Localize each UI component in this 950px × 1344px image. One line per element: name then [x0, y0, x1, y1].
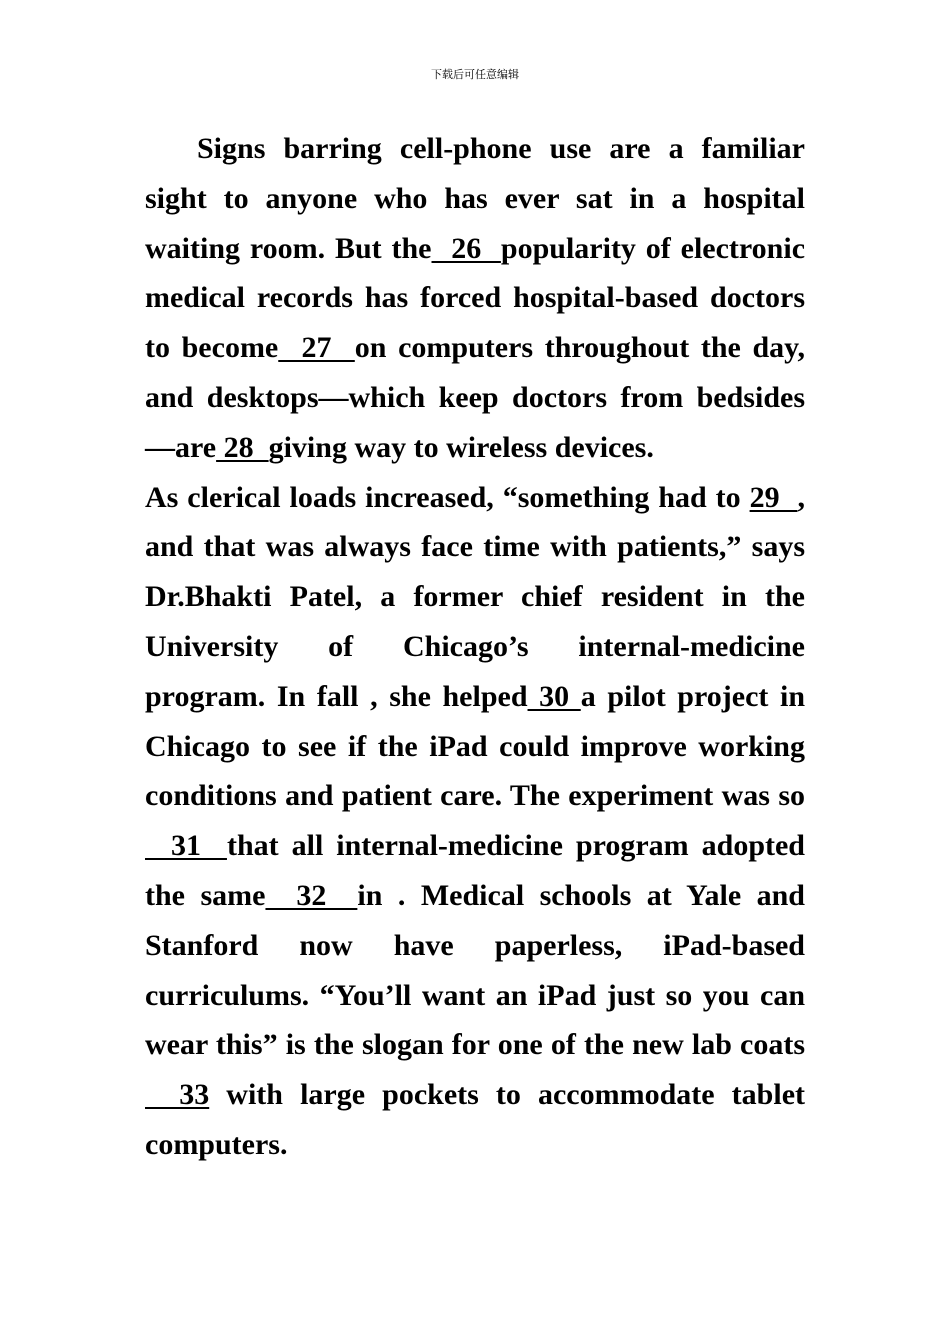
blank-28: 28 [216, 430, 269, 464]
page-header-note: 下载后可任意编辑 [431, 68, 519, 81]
paragraph-1-text-3: on computers throughout the day, and desktops—which keep doctors from bedsides—are [145, 331, 805, 464]
paragraph-1-text-2: popularity of electronic medical records has forced hospital-based doctors to become [145, 231, 806, 365]
blank-31: 31 [145, 829, 227, 863]
blank-27: 27 [278, 331, 355, 365]
blank-30: 30 [527, 679, 581, 713]
blank-26: 26 [431, 231, 501, 265]
paragraph-2-text-2: , and that was always face time with patients,” says Dr.Bhakti Patel, a former chief resident in the University of Chicago’s internal-medicine program. In fall , she helped [145, 480, 805, 713]
blank-33: 33 [145, 1078, 210, 1112]
blank-29: 29 [749, 480, 798, 514]
cloze-passage [145, 124, 805, 1170]
paragraph-2-text-1: As clerical loads increased, “something had to [145, 480, 750, 514]
paragraph-2-text-6: with large pockets to accommodate tablet computers. [145, 1078, 806, 1161]
paragraph-1 [145, 124, 805, 473]
paragraph-2-text-5: in . Medical schools at Yale and Stanford now have paperless, iPad-based curriculums. “You’ll want an iPad just so you can wear this” is the slogan for one of the new lab coats [145, 878, 805, 1062]
paragraph-2-text-4: that all internal-medicine program adopted the same [145, 829, 805, 912]
blank-32: 32 [265, 878, 358, 912]
paragraph-2 [145, 473, 805, 1170]
paragraph-1-text-1: Signs barring cell-phone use are a familiar sight to anyone who has ever sat in a hospital waiting room. But the [145, 132, 805, 265]
paragraph-1-text-4: giving way to wireless devices. [268, 430, 654, 464]
paragraph-2-text-3: a pilot project in Chicago to see if the iPad could improve working conditions and patient care. The experiment was so [145, 679, 806, 813]
